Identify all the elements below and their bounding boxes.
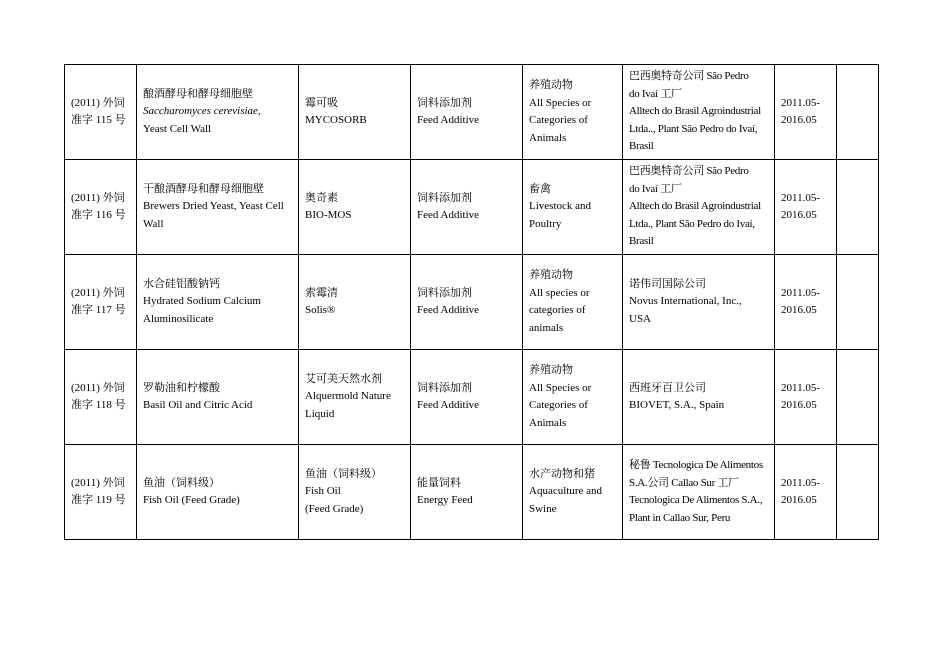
trade-name-cell: 索霉清 Solis® xyxy=(299,255,411,350)
empty-cell xyxy=(837,65,879,160)
validity-cell: 2011.05- 2016.05 xyxy=(775,65,837,160)
product-name-cell: 鱼油（饲料级） Fish Oil (Feed Grade) xyxy=(137,445,299,540)
product-name-cell: 干酿酒酵母和酵母细胞壁 Brewers Dried Yeast, Yeast Cell Wall xyxy=(137,160,299,255)
empty-cell xyxy=(837,445,879,540)
product-name-cell: 水合硅铝酸钠钙 Hydrated Sodium Calcium Aluminosilicate xyxy=(137,255,299,350)
registration-number-cell: (2011) 外饲 准字 118 号 xyxy=(65,350,137,445)
validity-cell: 2011.05- 2016.05 xyxy=(775,445,837,540)
registration-table xyxy=(64,64,879,540)
scope-cell: 养殖动物 All species or categories of animals xyxy=(523,255,623,350)
registration-number-cell: (2011) 外饲 准字 119 号 xyxy=(65,445,137,540)
table-row xyxy=(65,445,879,540)
empty-cell xyxy=(837,255,879,350)
category-cell: 饲料添加剂 Feed Additive xyxy=(411,160,523,255)
validity-cell: 2011.05- 2016.05 xyxy=(775,160,837,255)
table-row xyxy=(65,65,879,160)
table-row xyxy=(65,160,879,255)
trade-name-cell: 奥奇素 BIO-MOS xyxy=(299,160,411,255)
category-cell: 饲料添加剂 Feed Additive xyxy=(411,65,523,160)
registration-number-cell: (2011) 外饲 准字 116 号 xyxy=(65,160,137,255)
trade-name-cell: 霉可吸 MYCOSORB xyxy=(299,65,411,160)
manufacturer-cell: 巴西奥特奇公司 São Pedro do Ivaí 工厂 Alltech do Brasil Agroindustrial Ltda., Plant São Pedro do Ivaí, Brasil xyxy=(623,160,775,255)
trade-name-cell: 鱼油（饲料级） Fish Oil (Feed Grade) xyxy=(299,445,411,540)
scope-cell: 养殖动物 All Species or Categories of Animals xyxy=(523,65,623,160)
table-row xyxy=(65,255,879,350)
manufacturer-cell: 诺伟司国际公司 Novus International, Inc., USA xyxy=(623,255,775,350)
registration-number-cell: (2011) 外饲 准字 115 号 xyxy=(65,65,137,160)
scope-cell: 养殖动物 All Species or Categories of Animals xyxy=(523,350,623,445)
empty-cell xyxy=(837,350,879,445)
category-cell: 能量饲料 Energy Feed xyxy=(411,445,523,540)
trade-name-cell: 艾可美天然水剂 Alquermold Nature Liquid xyxy=(299,350,411,445)
validity-cell: 2011.05- 2016.05 xyxy=(775,350,837,445)
manufacturer-cell: 西班牙百卫公司 BIOVET, S.A., Spain xyxy=(623,350,775,445)
manufacturer-cell: 巴西奥特奇公司 São Pedro do Ivaí 工厂 Alltech do Brasil Agroindustrial Ltda.., Plant São Pedro do Ivaí, Brasil xyxy=(623,65,775,160)
validity-cell: 2011.05- 2016.05 xyxy=(775,255,837,350)
table-row xyxy=(65,350,879,445)
product-name-cell: 罗勒油和柠檬酸 Basil Oil and Citric Acid xyxy=(137,350,299,445)
category-cell: 饲料添加剂 Feed Additive xyxy=(411,255,523,350)
empty-cell xyxy=(837,160,879,255)
scope-cell: 畜禽 Livestock and Poultry xyxy=(523,160,623,255)
product-name-cell: 酿酒酵母和酵母细胞壁 Saccharomyces cerevisiae, Yeast Cell Wall xyxy=(137,65,299,160)
scope-cell: 水产动物和猪 Aquaculture and Swine xyxy=(523,445,623,540)
category-cell: 饲料添加剂 Feed Additive xyxy=(411,350,523,445)
manufacturer-cell: 秘鲁 Tecnologica De Alimentos S.A.公司 Callao Sur 工厂 Tecnologica De Alimentos S.A., Plant in Callao Sur, Peru xyxy=(623,445,775,540)
registration-number-cell: (2011) 外饲 准字 117 号 xyxy=(65,255,137,350)
